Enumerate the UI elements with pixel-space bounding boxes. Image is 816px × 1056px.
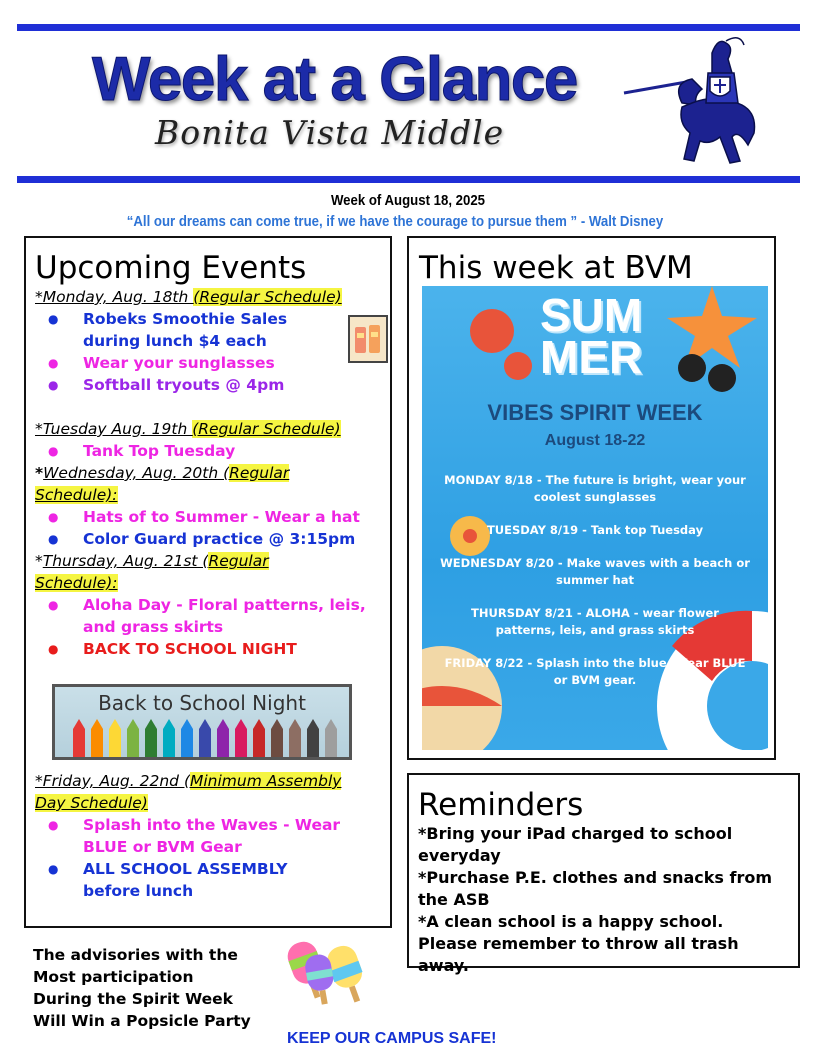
reminders-box — [407, 773, 800, 975]
week-of-date: Week of August 18, 2025 — [330, 192, 486, 209]
spirit-week-poster — [422, 286, 768, 750]
thursday-heading: *Thursday, Aug. 21st (Regular Schedule): — [35, 552, 269, 592]
thursday-list — [35, 594, 382, 660]
list-item: ● Robeks Smoothie Sales during lunch $4 each — [35, 308, 382, 352]
list-item: ● Wear your sunglasses — [35, 352, 382, 374]
reminder-item: *Bring your iPad charged to school everyday — [418, 824, 733, 865]
list-item: ● Splash into the Waves - Wear BLUE or BVM Gear — [35, 814, 382, 858]
list-item: ● Hats of to Summer - Wear a hat — [35, 506, 382, 528]
tuesday-list — [35, 440, 382, 462]
campus-safe-banner: KEEP OUR CAMPUS SAFE! — [287, 1030, 497, 1047]
starfish-icon — [667, 286, 757, 368]
monday-heading: *Monday, Aug. 18th (Regular Schedule) — [35, 288, 342, 306]
smoothie-image — [348, 315, 388, 363]
list-item: ● Aloha Day - Floral patterns, leis, and grass skirts — [35, 594, 382, 638]
school-name: Bonita Vista Middle — [155, 113, 505, 152]
friday-list — [35, 814, 382, 902]
wednesday-list — [35, 506, 382, 550]
knight-mascot-icon — [622, 33, 772, 168]
sunglasses-icon — [678, 354, 706, 382]
this-week-heading: This week at BVM — [419, 250, 693, 286]
wednesday-heading: *Wednesday, Aug. 20th (Regular Schedule): — [35, 464, 290, 504]
page-title: Week at a Glance — [92, 45, 577, 114]
upcoming-events-heading: Upcoming Events — [35, 250, 307, 286]
advisory-note: The advisories with the Most participation During the Spirit Week Will Win a Popsicle Party — [33, 946, 251, 1030]
list-item: ● Color Guard practice @ 3:15pm — [35, 528, 382, 550]
back-to-school-banner — [52, 684, 352, 760]
reminder-item: *Purchase P.E. clothes and snacks from the ASB — [418, 868, 773, 909]
bottom-rule — [17, 176, 800, 183]
list-item: ● Softball tryouts @ 4pm — [35, 374, 382, 396]
banner-text: Back to School Night — [98, 691, 306, 715]
list-item: ● Tank Top Tuesday — [35, 440, 382, 462]
upcoming-events-box — [24, 236, 392, 928]
monday-list — [35, 308, 382, 396]
poster-schedule: MONDAY 8/18 - The future is bright, wear your coolest sunglasses TUESDAY 8/19 - Tank top Tuesday WEDNESDAY 8/20 - Make waves with a beach or summer hat THURSDAY 8/21 - ALOHA - wear flower patterns, leis, and grass skirts FRIDAY 8/22 - Splash into the blue. Wear BLUE or BVM gear. — [440, 473, 750, 687]
friday-heading: *Friday, Aug. 22nd (Minimum Assembly Day Schedule) — [35, 772, 342, 812]
tuesday-heading: *Tuesday Aug. 19th (Regular Schedule) — [35, 420, 341, 438]
poster-title: VIBES SPIRIT WEEK — [487, 400, 703, 425]
reminders-heading: Reminders — [418, 787, 584, 823]
poster-dates: August 18-22 — [544, 432, 646, 449]
list-item: ● BACK TO SCHOOL NIGHT — [35, 638, 382, 660]
poster-summer: SUM MER — [540, 289, 643, 383]
popsicles-icon — [278, 933, 378, 1013]
colored-pencils-icon — [55, 717, 349, 757]
list-item: ● ALL SCHOOL ASSEMBLY before lunch — [35, 858, 382, 902]
reminder-item: *A clean school is a happy school. Please remember to throw all trash away. — [418, 912, 739, 975]
crab-icon — [470, 309, 514, 353]
top-rule — [17, 24, 800, 31]
quote: “All our dreams can come true, if we have the courage to pursue them ” - Walt Disney — [126, 213, 664, 230]
smoothie-cups-icon — [350, 317, 386, 361]
